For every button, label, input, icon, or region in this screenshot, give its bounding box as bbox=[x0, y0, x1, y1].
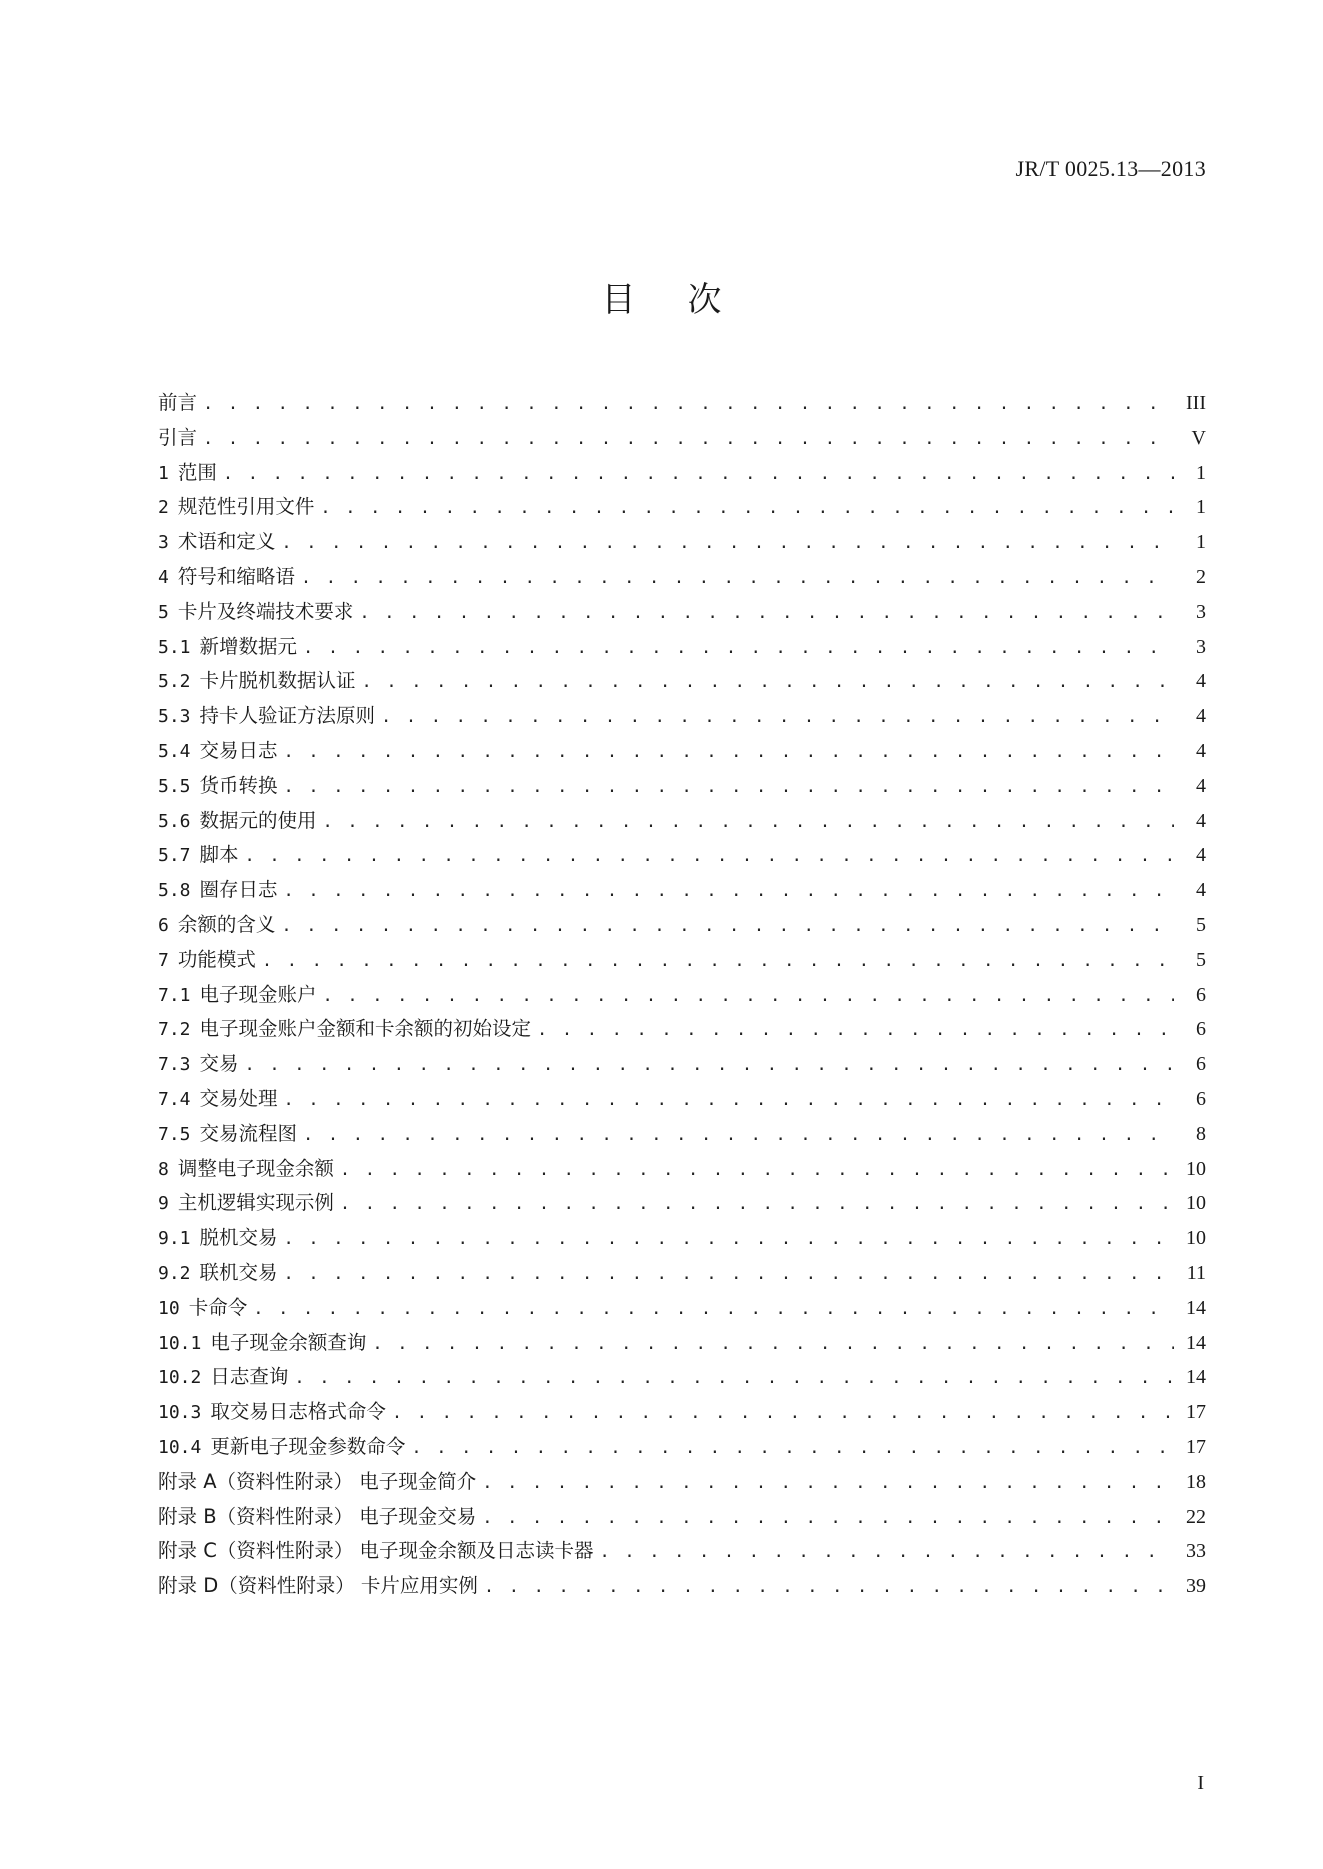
toc-entry-page: 4 bbox=[1196, 809, 1206, 832]
toc-entry-label: 前言 bbox=[158, 391, 198, 414]
toc-entry-page: 6 bbox=[1196, 1087, 1206, 1110]
toc-entry-page: 6 bbox=[1196, 1053, 1206, 1076]
toc-entry-label: 电子现金余额查询 bbox=[210, 1330, 367, 1354]
toc-entry-label: 卡片脱机数据认证 bbox=[199, 669, 356, 693]
toc-entry-label: 余额的含义 bbox=[177, 912, 276, 936]
toc-entry[interactable] bbox=[158, 664, 1206, 699]
toc-dot-leader bbox=[372, 1327, 1174, 1362]
toc-entry-page: 5 bbox=[1196, 913, 1206, 936]
toc-dot-leader bbox=[262, 944, 1174, 979]
toc-dot-leader bbox=[284, 1083, 1174, 1118]
toc-entry-number: 10.3 bbox=[158, 1402, 202, 1424]
toc-dot-leader bbox=[303, 1118, 1174, 1153]
toc-entry-label: 卡命令 bbox=[188, 1295, 248, 1319]
toc-entry-page: 6 bbox=[1196, 1018, 1206, 1041]
toc-title-part1: 目 bbox=[601, 280, 636, 320]
toc-dot-leader bbox=[303, 631, 1174, 666]
toc-title-part2: 次 bbox=[687, 280, 722, 320]
toc-entry-page: V bbox=[1191, 426, 1206, 449]
toc-entry-label: 范围 bbox=[177, 460, 217, 484]
toc-dot-leader bbox=[281, 526, 1174, 561]
toc-dot-leader bbox=[223, 457, 1174, 492]
toc-entry-label: 脱机交易 bbox=[199, 1226, 278, 1250]
toc-entry-label: 调整电子现金余额 bbox=[177, 1156, 334, 1180]
toc-entry-page: 4 bbox=[1196, 739, 1206, 762]
toc-entry-label: 日志查询 bbox=[210, 1365, 289, 1389]
toc-entry[interactable] bbox=[158, 1395, 1206, 1430]
toc-dot-leader bbox=[411, 1431, 1174, 1466]
toc-entry-page: 39 bbox=[1186, 1575, 1206, 1598]
toc-entry[interactable] bbox=[158, 838, 1206, 873]
toc-entry[interactable] bbox=[158, 1360, 1206, 1395]
toc-entry-number: 9.2 bbox=[158, 1262, 191, 1284]
toc-entry-page: 6 bbox=[1196, 983, 1206, 1006]
toc-entry-page: 3 bbox=[1196, 600, 1206, 623]
toc-dot-leader bbox=[284, 735, 1174, 770]
toc-entry-number: 9 bbox=[158, 1193, 169, 1215]
toc-entry-label: 圈存日志 bbox=[199, 878, 278, 902]
toc-entry[interactable] bbox=[158, 943, 1206, 978]
toc-entry-page: 10 bbox=[1186, 1227, 1206, 1250]
toc-entry-page: 1 bbox=[1196, 461, 1206, 484]
toc-entry-label: 引言 bbox=[158, 425, 198, 449]
toc-dot-leader bbox=[284, 874, 1174, 909]
toc-dot-leader bbox=[281, 909, 1174, 944]
toc-entry-number: 7.3 bbox=[158, 1054, 191, 1076]
toc-entry[interactable] bbox=[158, 1117, 1206, 1152]
toc-dot-leader bbox=[484, 1570, 1174, 1605]
toc-entry-page: 4 bbox=[1196, 670, 1206, 693]
toc-entry[interactable] bbox=[158, 873, 1206, 908]
toc-entry-number: 5.8 bbox=[158, 880, 191, 902]
toc-entry-page: 1 bbox=[1196, 531, 1206, 554]
toc-dot-leader bbox=[301, 561, 1174, 596]
toc-entry[interactable] bbox=[158, 1291, 1206, 1326]
toc-entry-label: 附录 D（资料性附录） 卡片应用实例 bbox=[158, 1574, 478, 1598]
toc-entry-label: 交易流程图 bbox=[199, 1121, 298, 1145]
toc-entry-number: 5.1 bbox=[158, 636, 191, 658]
toc-entry-page: 4 bbox=[1196, 705, 1206, 728]
toc-entry-page: 11 bbox=[1186, 1261, 1206, 1284]
toc-entry[interactable] bbox=[158, 1012, 1206, 1047]
toc-entry-page: 10 bbox=[1186, 1192, 1206, 1215]
toc-entry[interactable] bbox=[158, 978, 1206, 1013]
toc-entry-label: 取交易日志格式命令 bbox=[210, 1400, 386, 1424]
toc-entry-number: 7.2 bbox=[158, 1019, 191, 1041]
toc-entry-label: 交易 bbox=[199, 1052, 239, 1076]
toc-entry-page: 4 bbox=[1196, 774, 1206, 797]
toc-entry[interactable] bbox=[158, 1152, 1206, 1187]
toc-entry[interactable] bbox=[158, 804, 1206, 839]
toc-title bbox=[0, 272, 1323, 321]
toc-entry-number: 3 bbox=[158, 532, 169, 554]
toc-entry-label: 附录 B（资料性附录） 电子现金交易 bbox=[158, 1504, 477, 1528]
toc-entry-page: 10 bbox=[1186, 1157, 1206, 1180]
toc-dot-leader bbox=[284, 1257, 1174, 1292]
toc-entry[interactable] bbox=[158, 699, 1206, 734]
toc-entry-page: 2 bbox=[1196, 565, 1206, 588]
toc-entry-label: 规范性引用文件 bbox=[177, 495, 315, 519]
toc-entry-label: 新增数据元 bbox=[199, 634, 298, 658]
toc-entry-page: 17 bbox=[1186, 1401, 1206, 1424]
toc-entry[interactable] bbox=[158, 456, 1206, 491]
toc-entry-page: 22 bbox=[1186, 1505, 1206, 1528]
toc-entry[interactable] bbox=[158, 1326, 1206, 1361]
toc-entry-number: 10.1 bbox=[158, 1332, 202, 1354]
toc-dot-leader bbox=[392, 1396, 1174, 1431]
toc-entry-page: 8 bbox=[1196, 1122, 1206, 1145]
toc-entry-label: 交易日志 bbox=[199, 738, 278, 762]
toc-entry[interactable] bbox=[158, 630, 1206, 665]
toc-entry-page: 4 bbox=[1196, 844, 1206, 867]
toc-entry[interactable] bbox=[158, 769, 1206, 804]
toc-entry[interactable] bbox=[158, 421, 1206, 456]
toc-entry-page: 14 bbox=[1186, 1331, 1206, 1354]
toc-entry-number: 7.1 bbox=[158, 984, 191, 1006]
toc-entry-number: 2 bbox=[158, 497, 169, 519]
toc-entry-label: 电子现金账户金额和卡余额的初始设定 bbox=[199, 1017, 532, 1041]
toc-entry-page: 17 bbox=[1186, 1435, 1206, 1458]
toc-entry-label: 附录 A（资料性附录） 电子现金简介 bbox=[158, 1469, 477, 1493]
toc-entry[interactable] bbox=[158, 1500, 1206, 1535]
toc-entry-label: 符号和缩略语 bbox=[177, 564, 295, 588]
toc-dot-leader bbox=[482, 1466, 1174, 1501]
toc-entry-page: 33 bbox=[1186, 1540, 1206, 1563]
toc-entry-label: 主机逻辑实现示例 bbox=[177, 1191, 334, 1215]
toc-entry[interactable] bbox=[158, 1186, 1206, 1221]
toc-entry[interactable] bbox=[158, 1047, 1206, 1082]
toc-entry-number: 7.5 bbox=[158, 1123, 191, 1145]
toc-entry[interactable] bbox=[158, 386, 1206, 421]
toc-dot-leader bbox=[340, 1153, 1174, 1188]
toc-entry[interactable] bbox=[158, 1221, 1206, 1256]
toc-entry-number: 5.5 bbox=[158, 775, 191, 797]
toc-entry-page: 14 bbox=[1186, 1366, 1206, 1389]
toc-entry-label: 卡片及终端技术要求 bbox=[177, 599, 354, 623]
toc-dot-leader bbox=[203, 422, 1174, 457]
toc-entry-label: 联机交易 bbox=[199, 1260, 278, 1284]
toc-entry-label: 脚本 bbox=[199, 843, 239, 867]
toc-entry[interactable] bbox=[158, 1430, 1206, 1465]
toc-entry-label: 持卡人验证方法原则 bbox=[199, 704, 376, 728]
toc-list bbox=[158, 386, 1206, 1604]
toc-dot-leader bbox=[253, 1292, 1174, 1327]
toc-entry[interactable] bbox=[158, 734, 1206, 769]
toc-entry-page: 3 bbox=[1196, 635, 1206, 658]
toc-entry-label: 交易处理 bbox=[199, 1086, 278, 1110]
toc-dot-leader bbox=[284, 770, 1174, 805]
toc-dot-leader bbox=[600, 1535, 1174, 1570]
toc-dot-leader bbox=[359, 596, 1174, 631]
toc-entry-label: 数据元的使用 bbox=[199, 808, 317, 832]
toc-entry-number: 10.4 bbox=[158, 1436, 202, 1458]
toc-dot-leader bbox=[294, 1361, 1174, 1396]
toc-dot-leader bbox=[482, 1501, 1174, 1536]
toc-entry-number: 1 bbox=[158, 462, 169, 484]
toc-entry-number: 7 bbox=[158, 949, 169, 971]
toc-entry-number: 8 bbox=[158, 1158, 169, 1180]
toc-dot-leader bbox=[323, 805, 1174, 840]
toc-entry-page: 4 bbox=[1196, 879, 1206, 902]
toc-entry[interactable] bbox=[158, 595, 1206, 630]
toc-entry-number: 5.3 bbox=[158, 706, 191, 728]
toc-dot-leader bbox=[381, 700, 1174, 735]
toc-dot-leader bbox=[203, 387, 1174, 422]
document-code: JR/T 0025.13—2013 bbox=[1015, 156, 1206, 181]
toc-dot-leader bbox=[362, 665, 1174, 700]
toc-entry-label: 附录 C（资料性附录） 电子现金余额及日志读卡器 bbox=[158, 1539, 594, 1563]
toc-entry[interactable] bbox=[158, 908, 1206, 943]
toc-entry-label: 货币转换 bbox=[199, 773, 278, 797]
toc-entry[interactable] bbox=[158, 1465, 1206, 1500]
toc-entry-label: 术语和定义 bbox=[177, 530, 276, 554]
toc-entry-page: 18 bbox=[1186, 1470, 1206, 1493]
toc-dot-leader bbox=[245, 839, 1174, 874]
toc-entry-number: 4 bbox=[158, 566, 169, 588]
toc-entry[interactable] bbox=[158, 1256, 1206, 1291]
toc-dot-leader bbox=[284, 1222, 1174, 1257]
toc-entry-number: 5.4 bbox=[158, 740, 191, 762]
toc-entry-number: 5.2 bbox=[158, 671, 191, 693]
toc-entry-number: 5 bbox=[158, 601, 169, 623]
toc-entry-number: 6 bbox=[158, 914, 169, 936]
toc-dot-leader bbox=[340, 1187, 1174, 1222]
toc-entry-number: 10.2 bbox=[158, 1367, 202, 1389]
page-number: I bbox=[1197, 1772, 1204, 1794]
toc-entry-number: 7.4 bbox=[158, 1088, 191, 1110]
toc-entry[interactable] bbox=[158, 1534, 1206, 1569]
toc-entry-number: 10 bbox=[158, 1297, 180, 1319]
toc-entry[interactable] bbox=[158, 525, 1206, 560]
toc-dot-leader bbox=[245, 1048, 1174, 1083]
toc-entry[interactable] bbox=[158, 1082, 1206, 1117]
toc-entry-page: 14 bbox=[1186, 1296, 1206, 1319]
toc-entry-number: 5.7 bbox=[158, 845, 191, 867]
toc-entry-label: 更新电子现金参数命令 bbox=[210, 1434, 406, 1458]
toc-entry[interactable] bbox=[158, 560, 1206, 595]
toc-entry-number: 5.6 bbox=[158, 810, 191, 832]
toc-dot-leader bbox=[537, 1013, 1174, 1048]
toc-entry-label: 功能模式 bbox=[177, 947, 256, 971]
toc-entry[interactable] bbox=[158, 1569, 1206, 1604]
toc-dot-leader bbox=[320, 491, 1174, 526]
toc-entry-number: 9.1 bbox=[158, 1228, 191, 1250]
toc-dot-leader bbox=[323, 979, 1174, 1014]
toc-entry-page: III bbox=[1186, 392, 1206, 414]
toc-entry-page: 5 bbox=[1196, 948, 1206, 971]
toc-entry-label: 电子现金账户 bbox=[199, 982, 317, 1006]
toc-entry-page: 1 bbox=[1196, 496, 1206, 519]
toc-entry[interactable] bbox=[158, 490, 1206, 525]
